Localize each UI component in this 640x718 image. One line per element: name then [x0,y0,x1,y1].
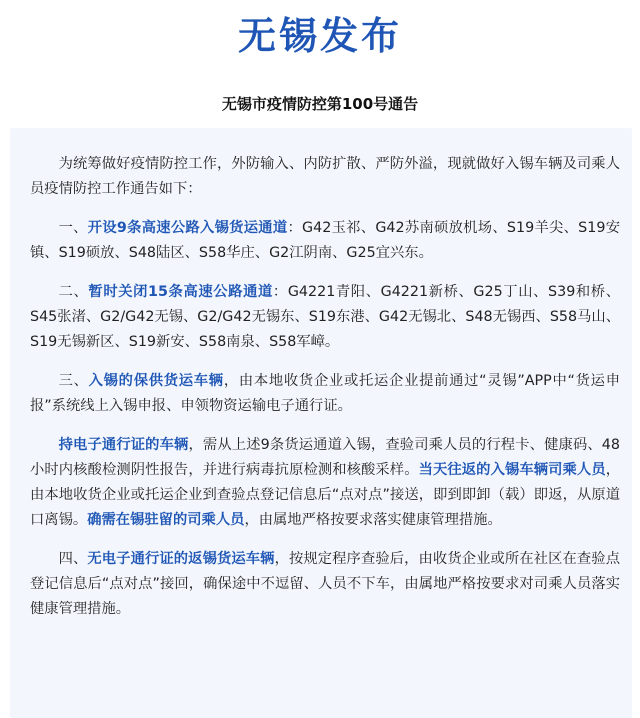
item-1-prefix: 一、 [58,220,88,236]
item-2-paragraph [30,280,620,355]
detail-text-1: ，需从上述9条货运通道入锡，查验司乘人员的行程卡、健康码、48小时内核酸检测阴性报告，并进行病毒抗原检测和核酸采样。 [30,437,620,478]
detail-text-2: ，由本地收货企业或托运企业到查验点登记信息后“点对点”接送，即到即卸（载）即返，从原道口离锡。 [30,462,621,528]
item-1-highlight: 开设9条高速公路入锡货运通道 [87,220,288,236]
item-4-highlight: 无电子通行证的返锡货运车辆 [87,551,275,567]
notice-body [30,152,620,636]
detail-text-3: ，由属地严格按要求落实健康管理措施。 [244,512,502,528]
item-2-prefix: 二、 [58,284,89,300]
item-4-text: ，按规定程序查验后，由收货企业或所在社区在查验点登记信息后“点对点”接回，确保途中不逗留、人员不下车，由属地严格按要求对司乘人员落实健康管理措施。 [30,551,621,617]
intro-text: 为统筹做好疫情防控工作，外防输入、内防扩散、严防外溢，现就做好入锡车辆及司乘人员疫情防控工作通告如下： [30,156,620,197]
item-3-prefix: 三、 [58,373,89,389]
detail-highlight-1: 持电子通行证的车辆 [58,437,189,453]
item-4-prefix: 四、 [58,551,88,567]
item-3-detail-paragraph [30,433,620,533]
item-3-highlight: 入锡的保供货运车辆 [88,373,224,389]
header [0,0,640,114]
item-2-text: ：G4221青阳、G4221新桥、G25丁山、S39和桥、S45张渚、G2/G42无锡、G2/G42无锡东、S19东港、G42无锡北、S48无锡西、S58马山、S19无锡新区、S19新安、S58南泉、S58军嶂。 [30,284,621,350]
item-1-text: ：G42玉祁、G42苏南硕放机场、S19羊尖、S19安镇、S19硕放、S48陆区、S58华庄、G2江阴南、G25宜兴东。 [30,220,621,261]
intro-paragraph [30,152,620,202]
item-3-text: ，由本地收货企业或托运企业提前通过“灵锡”APP中“货运申报”系统线上入锡申报、申领物资运输电子通行证。 [30,373,620,414]
item-3-paragraph [30,369,620,419]
item-1-paragraph [30,216,620,266]
detail-highlight-2: 当天往返的入锡车辆司乘人员 [418,462,606,478]
brand-logo: 无锡发布 [237,14,402,58]
item-4-paragraph [30,547,620,622]
detail-highlight-3: 确需在锡驻留的司乘人员 [87,512,245,528]
item-2-highlight: 暂时关闭15条高速公路通道 [88,284,273,300]
notice-title: 无锡市疫情防控第100号通告 [221,95,419,113]
